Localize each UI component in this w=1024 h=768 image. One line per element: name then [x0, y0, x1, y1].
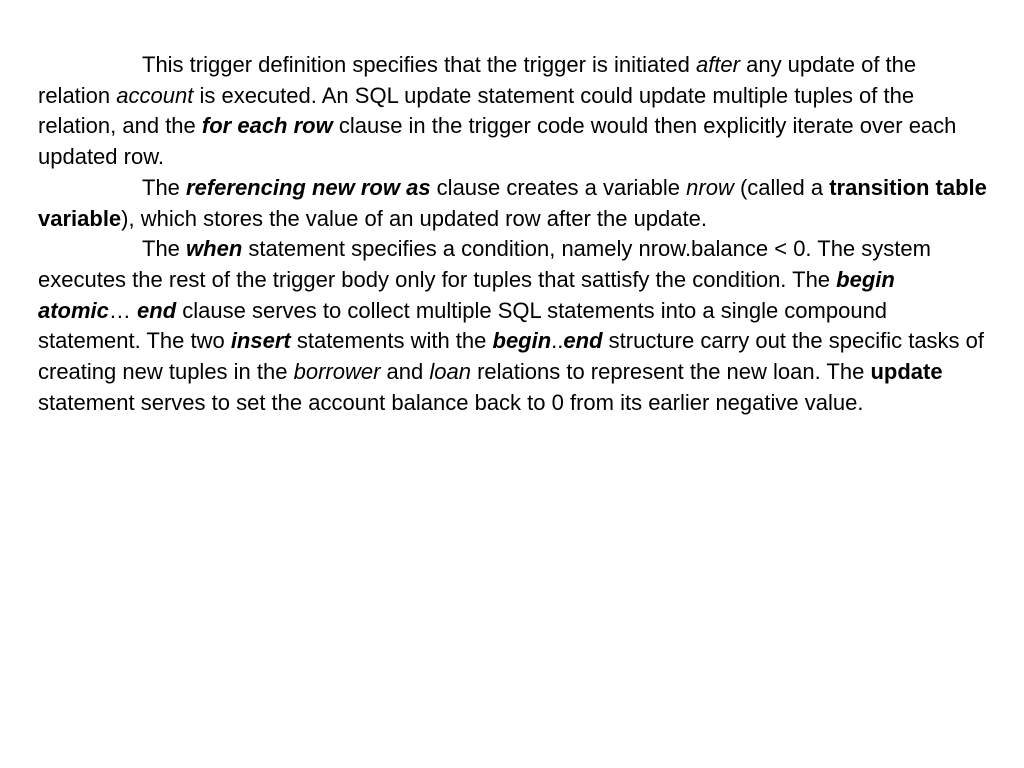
text-segment: (called a: [733, 174, 830, 200]
keyword-referencing-new-row-as: referencing new row as: [186, 174, 431, 200]
slide-body: [38, 50, 988, 418]
keyword-for-each-row: for each row: [201, 113, 333, 139]
text-segment: clause serves to collect multiple SQL statements into a single compound statement. The two: [38, 297, 888, 354]
text-segment: clause in the trigger code would then explicitly iterate over each updated row.: [38, 113, 957, 170]
emphasis-borrower: borrower: [293, 359, 381, 385]
text-segment: statement specifies a condition, namely nrow.balance < 0. The system executes the rest of the trigger body only for tuples that sattisfy the condition. The: [38, 236, 931, 292]
text-segment: The: [142, 236, 187, 262]
keyword-end: end: [563, 328, 603, 354]
paragraph-trigger-definition: [38, 50, 988, 173]
paragraph-referencing-clause: [38, 173, 988, 234]
text-segment: ), which stores the value of an updated row after the update.: [121, 205, 707, 231]
text-segment: ..: [551, 328, 564, 354]
text-segment: …: [108, 297, 138, 323]
keyword-begin: begin: [492, 328, 552, 354]
emphasis-nrow: nrow: [686, 174, 734, 200]
text-segment: statement serves to set the account balance back to 0 from its earlier negative value.: [38, 389, 864, 415]
text-segment: This trigger definition specifies that the trigger is initiated: [142, 52, 696, 77]
text-segment: and: [380, 359, 430, 385]
emphasis-after: after: [695, 52, 740, 77]
text-segment: The: [142, 174, 187, 200]
paragraph-when-statement: [38, 234, 988, 418]
keyword-begin-atomic: begin atomic: [38, 266, 895, 323]
text-segment: relations to represent the new loan. The: [470, 359, 871, 385]
text-segment: structure carry out the specific tasks of creating new tuples in the: [38, 328, 985, 385]
text-segment: clause creates a variable: [430, 174, 687, 200]
emphasis-account: account: [116, 82, 194, 108]
keyword-when: when: [186, 236, 243, 262]
text-segment: any update of the relation: [38, 52, 917, 108]
keyword-insert: insert: [230, 328, 291, 354]
text-segment: statements with the: [290, 328, 493, 354]
text-segment: is executed. An SQL update statement could update multiple tuples of the relation, and the: [38, 82, 915, 139]
keyword-end: end: [137, 297, 177, 323]
emphasis-loan: loan: [429, 359, 471, 385]
term-transition-table-variable: transition table variable: [38, 174, 987, 231]
keyword-update: update: [870, 359, 943, 385]
